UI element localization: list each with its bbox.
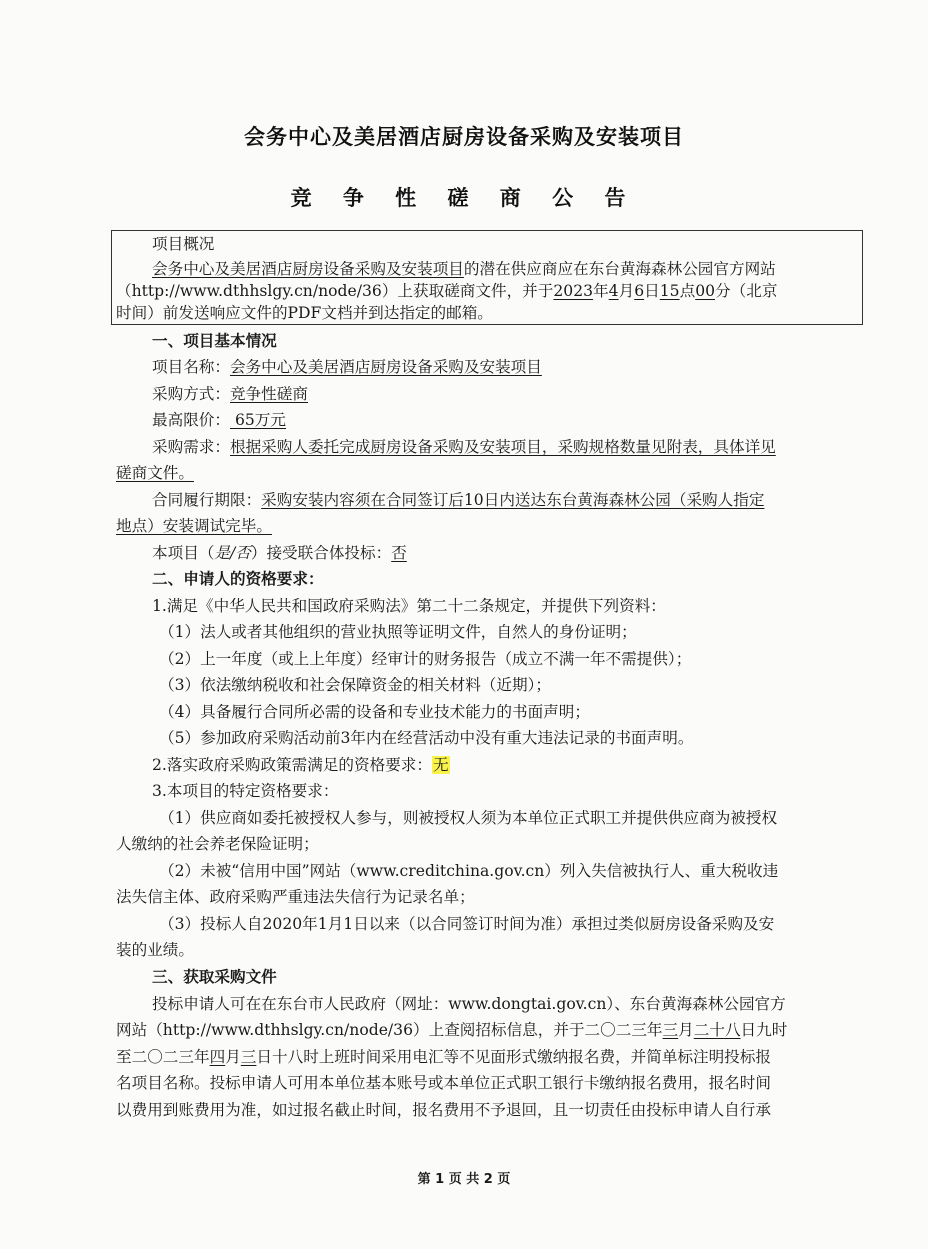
consortium-yesno: 是/否 [214,544,251,562]
demand-label: 采购需求： [152,438,230,456]
qualification-sub-2: （2）上一年度（或上上年度）经审计的财务报告（成立不满一年不需提供）； [159,650,692,668]
summary-line-3: 时间）前发送响应文件的PDF文档并到达指定的邮箱。 [116,304,493,322]
qualification-sub-3: （3）依法缴纳税收和社会保障资金的相关材料（近期）； [159,676,551,694]
specific-req-2b: 法失信主体、政府采购严重违法失信行为记录名单； [116,888,475,906]
deadline-hour: 15 [659,282,680,300]
demand-row [152,440,776,456]
specific-req-3a: （3）投标人自2020年1月1日以来（以合同签订时间为准）承担过类似厨房设备采购及安 [159,915,775,933]
project-name-value: 会务中心及美居酒店厨房设备采购及安装项目 [229,358,542,376]
minute-unit: 分（北京 [715,282,778,300]
acquire-para-line-1: 投标申请人可在在东台市人民政府（网址：www.dongtai.gov.cn）、东台黄海森林公园官方 [152,995,786,1013]
specific-req-1a: （1）供应商如委托被授权人参与，则被授权人须为本单位正式职工并提供供应商为被授权 [159,809,778,827]
page-footer: 第 1 页 共 2 页 [417,1172,511,1187]
contract-period-row [152,493,764,509]
summary-line-1 [152,262,776,278]
contract-period-value: 采购安装内容须在合同签订后10日内送达东台黄海森林公园（采购人指定 [261,491,765,509]
qualification-sub-4: （4）具备履行合同所必需的设备和专业技术能力的书面声明； [159,703,590,721]
policy-requirement-value: 无 [432,756,449,774]
section-3-heading: 三、获取采购文件 [152,968,277,986]
consortium-value: 否 [391,544,407,562]
project-name-row [152,360,542,376]
end-day: 三 [240,1048,257,1066]
start-time: 日九时 [740,1021,788,1039]
deadline-month: 4 [608,282,619,300]
consortium-text-a: 本项目（ [152,544,215,562]
acquire-para-line-5: 以费用到账费用为准，如过报名截止时间，报名费用不予退回，且一切责任由投标申请人自行承 [116,1101,771,1119]
procurement-method-value: 竞争性磋商 [229,385,308,403]
acquire-para-line-2 [116,1023,787,1039]
section-2-heading: 二、申请人的资格要求： [152,570,324,588]
contract-period-cont: 地点）安装调试完毕。 [116,517,272,535]
acquire-line-3-text: 至二〇二三年 [116,1048,210,1066]
start-day: 二十八 [693,1021,741,1039]
price-limit-value: 65万元 [229,411,286,429]
consortium-text-b: ）接受联合体投标： [250,544,392,562]
start-month: 三 [662,1021,679,1039]
price-limit-row [152,413,286,429]
start-month-unit: 月 [678,1021,694,1039]
demand-value-cont: 磋商文件。 [116,464,194,482]
section-1-heading: 一、项目基本情况 [152,332,277,350]
deadline-day: 6 [634,282,645,300]
procurement-method-label: 采购方式： [152,385,230,403]
policy-requirement-label: 2.落实政府采购政策需满足的资格要求： [152,756,432,774]
document-subtitle: 竞 争 性 磋 商 公 告 [290,186,638,210]
qualification-item-1: 1.满足《中华人民共和国政府采购法》第二十二条规定，并提供下列资料： [152,597,666,615]
consortium-row [152,546,407,562]
end-month-unit: 月 [225,1048,241,1066]
specific-req-1b: 人缴纳的社会养老保险证明； [116,835,319,853]
specific-req-3b: 装的业绩。 [116,941,194,959]
project-name-label: 项目名称： [152,358,230,376]
price-limit-label: 最高限价： [152,411,230,429]
month-unit: 月 [618,282,635,300]
summary-line-1-rest: 的潜在供应商应在东台黄海森林公园官方网站 [463,260,776,278]
acquire-para-line-3 [116,1050,771,1066]
deadline-minute: 00 [695,282,716,300]
summary-line-2 [116,284,777,300]
qualification-sub-1: （1）法人或者其他组织的营业执照等证明文件，自然人的身份证明； [159,623,637,641]
qualification-item-3: 3.本项目的特定资格要求： [152,782,339,800]
qualification-sub-5: （5）参加政府采购活动前3年内在经营活动中没有重大违法记录的书面声明。 [159,729,694,747]
day-unit: 日 [644,282,660,300]
contract-period-label: 合同履行期限： [152,491,262,509]
acquire-para-line-4: 名项目名称。投标申请人可用本单位基本账号或本单位正式职工银行卡缴纳报名费用，报名时间 [116,1074,771,1092]
demand-value: 根据采购人委托完成厨房设备采购及安装项目，采购规格数量见附表，具体详见 [229,438,776,456]
summary-project-name: 会务中心及美居酒店厨房设备采购及安装项目 [152,260,464,278]
acquire-line-2-text: 网站（http://www.dthhslgy.cn/node/36）上查阅招标信息，并于二〇二三年 [116,1021,663,1039]
document-title: 会务中心及美居酒店厨房设备采购及安装项目 [244,125,684,149]
end-month: 四 [209,1048,226,1066]
procurement-method-row [152,387,308,403]
specific-req-2a: （2）未被“信用中国”网站（www.creditchina.gov.cn）列入失信被执行人、重大税收违 [159,862,779,880]
hour-unit: 点 [679,282,696,300]
acquire-line-3-rest: 日十八时上班时间采用电汇等不见面形式缴纳报名费，并简单标注明投标报 [256,1048,772,1066]
deadline-year: 2023 [553,282,594,300]
summary-line-2-text: （http://www.dthhslgy.cn/node/36）上获取磋商文件，并于 [116,282,554,300]
qualification-item-2 [152,758,450,774]
summary-heading: 项目概况 [152,235,215,253]
year-unit: 年 [593,282,609,300]
